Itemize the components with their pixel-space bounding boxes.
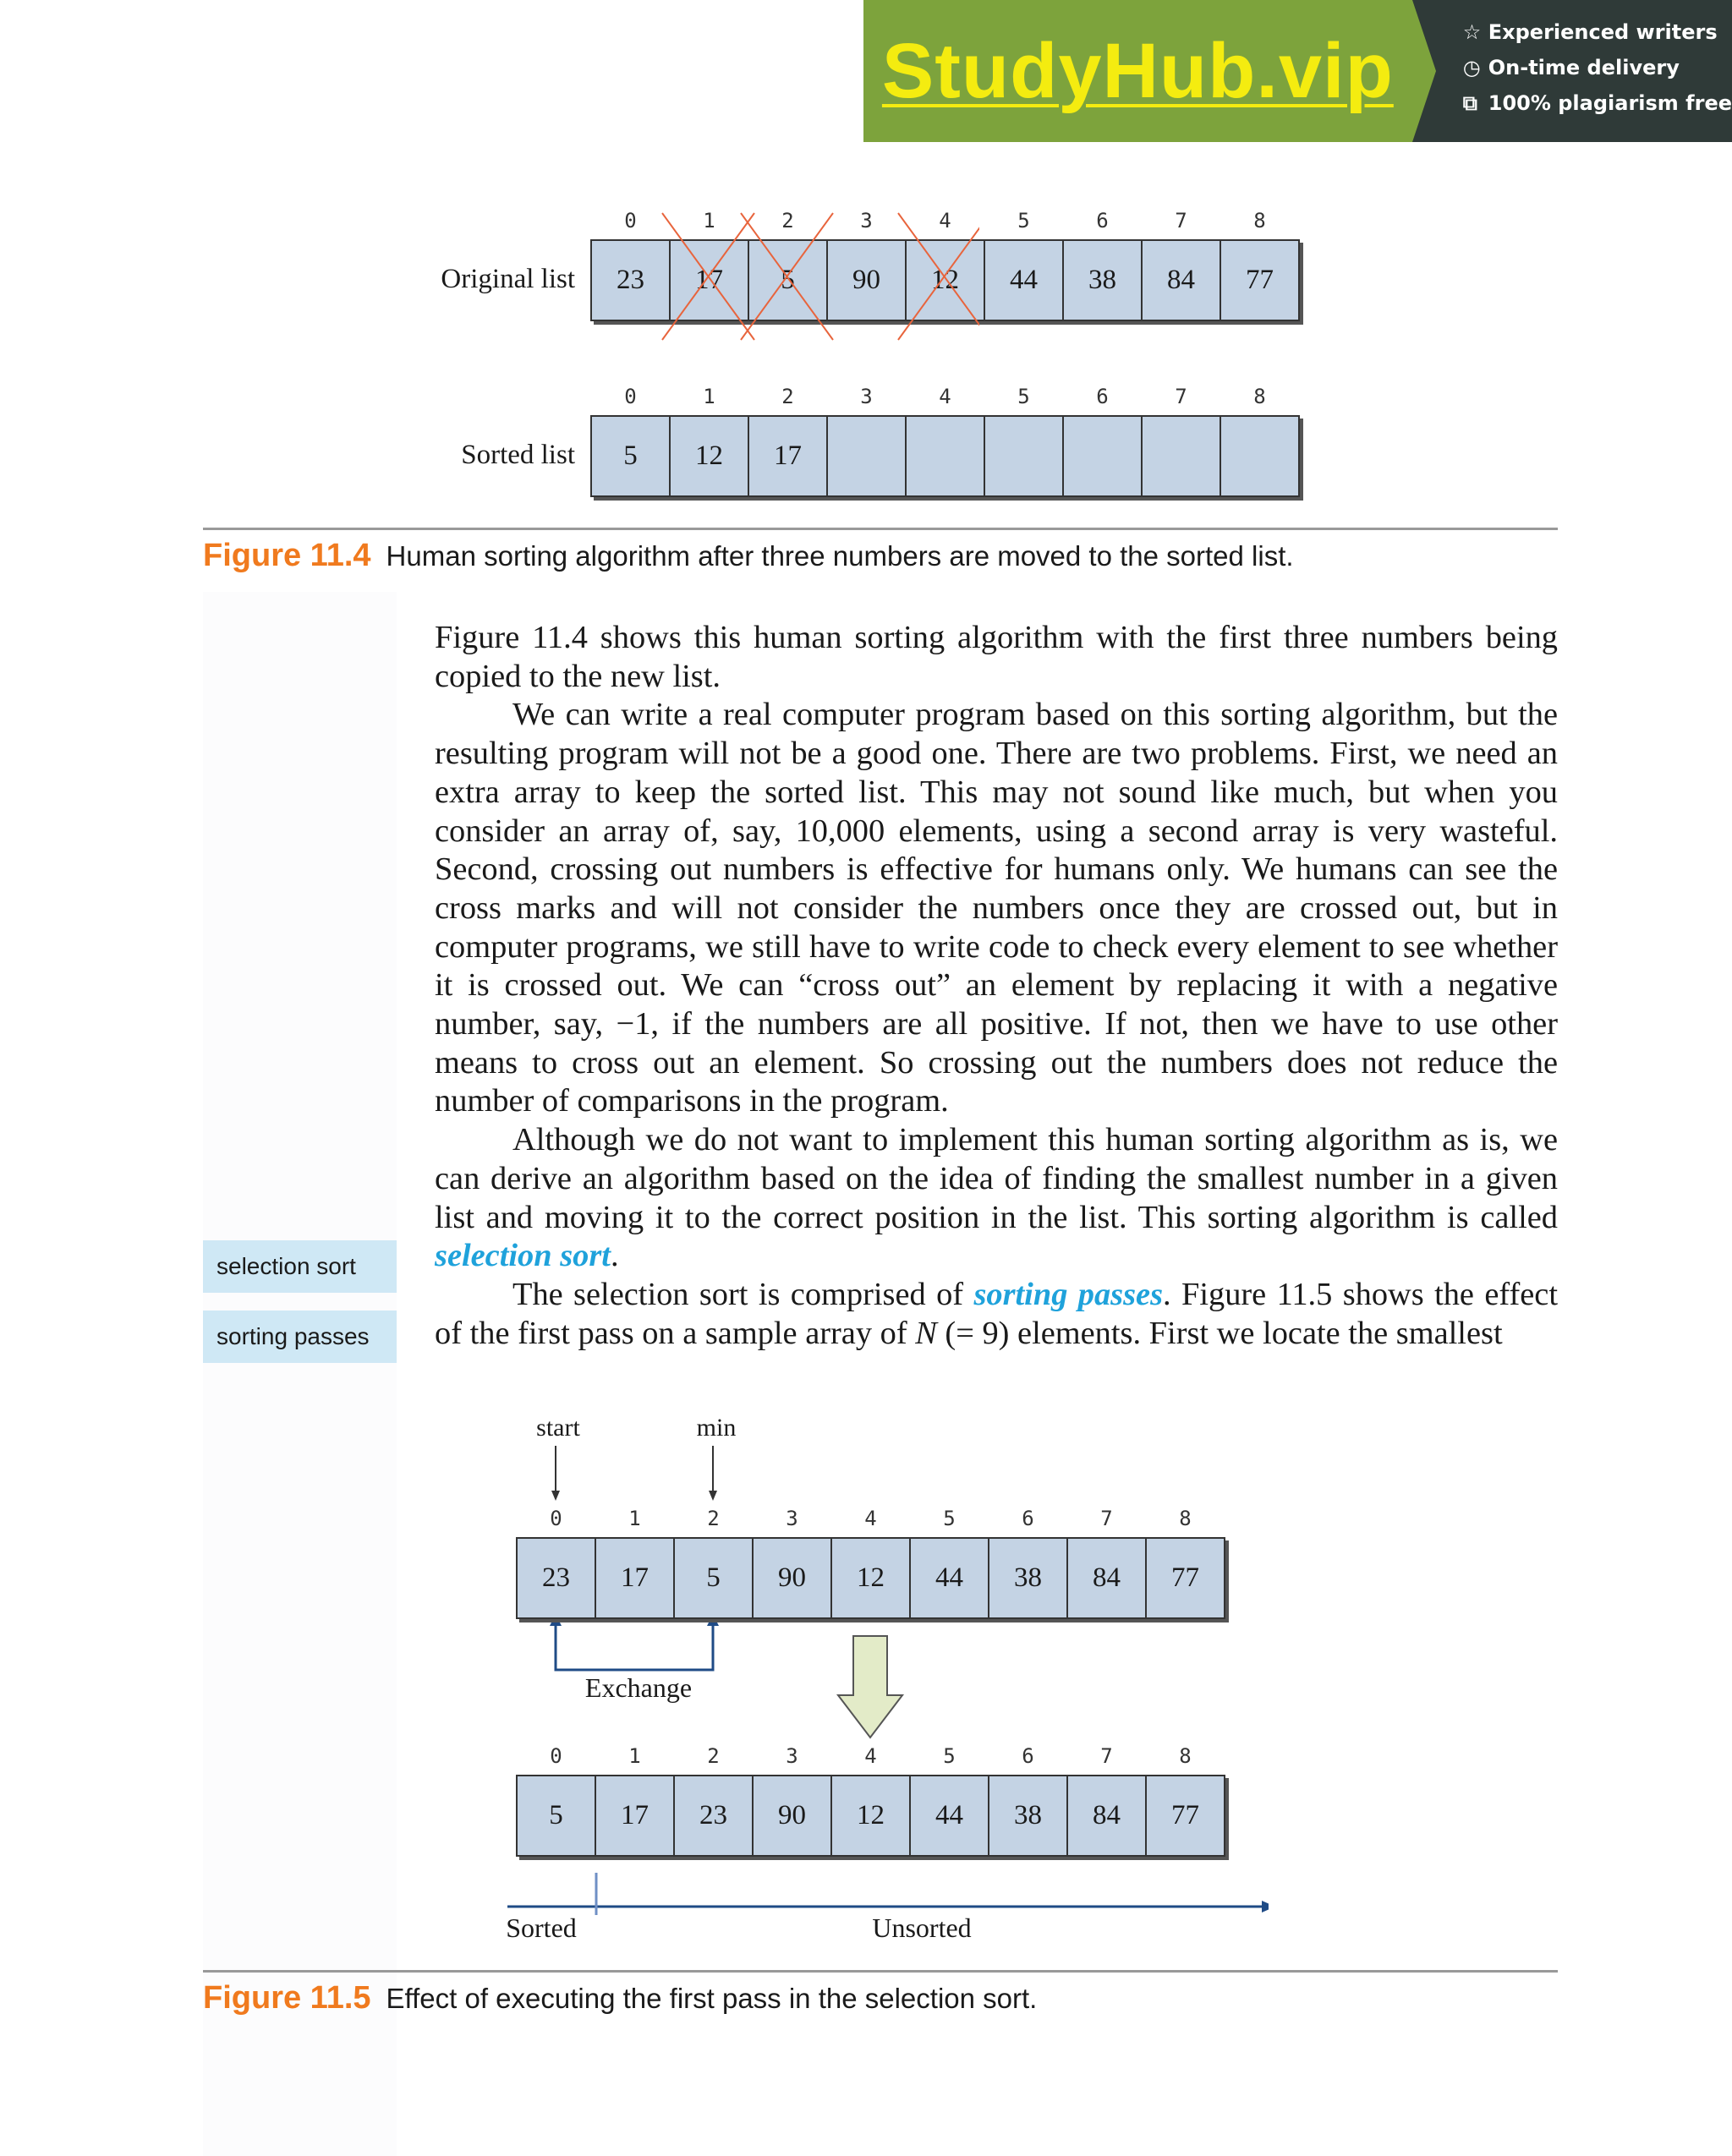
array-cell: 5 [748,239,828,321]
term-sorting-passes[interactable]: sorting passes [973,1276,1164,1312]
figure-caption [203,538,1294,574]
paragraph-text: The selection sort is comprised of [512,1276,974,1312]
term-selection-sort[interactable]: selection sort [435,1238,611,1274]
array-cell: 77 [1145,1537,1225,1619]
clock-icon: ◷ [1462,56,1481,79]
array-cell: 17 [669,239,749,321]
original-list-label: Original list [441,264,575,294]
paragraph [435,1276,1558,1353]
index-label: 5 [943,1507,956,1530]
figure-caption [203,1980,1037,2016]
array-cell: 44 [909,1775,989,1857]
feature-text: On-time delivery [1488,56,1680,79]
index-label: 7 [1175,385,1187,408]
index-label: 4 [864,1507,877,1530]
array-cell [1062,415,1143,497]
array-cell: 90 [752,1537,832,1619]
index-label: 3 [786,1507,798,1530]
paragraph: We can write a real computer program based on this sorting algorithm, but the resulting program will not be a good one. There are two problems. First, we need an extra array to keep the sorted list. This may not sound like much, but when you consider an array of, say, 10,000 elements, using a second array is very wasteful. Second, crossing out numbers is effective for humans only. We humans can see the cross marks and will not consider the numbers once they are crossed out, but in computer programs, we still have to write code to check every element to see whether it is crossed out. We can “cross out” an element by replacing it with a negative number, say, −1, if the numbers are all positive. If not, then we have to use other means to cross out an element. So crossing out the numbers does not reduce the number of comparisons in the program. [435,697,1558,1119]
arrowhead [709,1491,717,1501]
index-label: 2 [781,385,794,408]
array-cell: 77 [1220,239,1300,321]
array-cell: 84 [1066,1775,1147,1857]
caption-text: Human sorting algorithm after three numbers are moved to the sorted list. [386,540,1294,572]
array-cell: 5 [516,1775,596,1857]
array-cell: 90 [826,239,907,321]
array-cell: 23 [516,1537,596,1619]
start-label: start [536,1414,580,1442]
sorted-region-label: Sorted [506,1912,577,1943]
index-label: 0 [624,385,637,408]
feature-item [1463,20,1732,44]
paragraph-text: . [610,1238,619,1274]
index-label: 5 [943,1744,956,1768]
margin-column [203,592,397,2156]
index-label: 6 [1096,385,1109,408]
banner-divider [1412,0,1436,142]
brand-logo[interactable] [863,0,1412,142]
index-label: 4 [939,209,951,233]
array-cell: 84 [1141,239,1221,321]
index-label: 8 [1253,209,1266,233]
index-label: 2 [707,1744,720,1768]
array-cell: 23 [673,1775,754,1857]
min-label: min [696,1414,737,1442]
index-label: 8 [1179,1507,1192,1530]
index-label: 7 [1100,1744,1113,1768]
figure-number: Figure 11.5 [203,1980,371,2016]
index-label: 5 [1017,385,1030,408]
feature-item [1463,56,1732,79]
index-label: 4 [864,1744,877,1768]
array-cell: 44 [984,239,1064,321]
index-label: 3 [860,385,873,408]
exchange-label: Exchange [584,1672,693,1703]
index-label: 1 [628,1507,641,1530]
index-row [516,1507,1225,1530]
array-cell: 12 [830,1537,911,1619]
unsorted-region-label: Unsorted [872,1912,972,1943]
array-cell: 77 [1145,1775,1225,1857]
index-label: 2 [707,1507,720,1530]
index-label: 3 [860,209,873,233]
index-label: 0 [550,1507,562,1530]
array-cell: 17 [595,1537,675,1619]
paragraph-text: (= 9) elements. First we locate the smallest [936,1315,1503,1351]
array-cell: 84 [1066,1537,1147,1619]
array-cell: 44 [909,1537,989,1619]
arrowhead [551,1491,560,1501]
index-row [590,385,1300,408]
paragraph [435,1121,1558,1276]
array-cell: 17 [595,1775,675,1857]
feature-item [1463,91,1732,115]
margin-note-selection-sort: selection sort [203,1240,397,1293]
margin-note-sorting-passes: sorting passes [203,1311,397,1363]
cross-marks [590,209,979,344]
array-cell [1141,415,1221,497]
figure-number: Figure 11.4 [203,538,371,573]
index-label: 6 [1096,209,1109,233]
index-label: 5 [1017,209,1030,233]
sorted-list-label: Sorted list [461,440,575,470]
caption-rule [203,1970,1558,1973]
index-label: 0 [624,209,637,233]
array-before-pass [516,1537,1225,1619]
array-cell: 17 [748,415,828,497]
feature-text: 100% plagiarism free [1488,91,1732,115]
index-label: 7 [1175,209,1187,233]
index-label: 8 [1179,1744,1192,1768]
array-cell: 38 [1062,239,1143,321]
caption-rule [203,528,1558,530]
feature-text: Experienced writers [1488,20,1718,44]
sorted-list [590,415,1300,497]
body-text [435,619,1558,1353]
variable-n: N [915,1315,937,1351]
array-cell [905,415,985,497]
brand-name: StudyHub.vip [881,27,1394,114]
array-cell: 12 [830,1775,911,1857]
index-label: 8 [1253,385,1266,408]
paragraph-text: . Figure 11.5 shows the effect of the first pass on a sample array of [435,1276,1558,1351]
copy-icon: ⧉ [1462,91,1477,115]
array-cell: 5 [673,1537,754,1619]
cross-line [898,213,979,340]
array-cell: 5 [590,415,671,497]
array-cell: 23 [590,239,671,321]
index-label: 3 [786,1744,798,1768]
down-arrow-icon [838,1636,902,1737]
index-label: 1 [628,1744,641,1768]
cross-line [898,213,979,340]
array-cell [1220,415,1300,497]
array-cell: 38 [988,1537,1068,1619]
array-cell: 12 [905,239,985,321]
index-label: 2 [781,209,794,233]
index-label: 6 [1022,1744,1034,1768]
index-label: 7 [1100,1507,1113,1530]
banner-features [1412,0,1732,142]
array-cell: 12 [669,415,749,497]
exchange-bracket [556,1619,713,1670]
array-cell [826,415,907,497]
index-label: 6 [1022,1507,1034,1530]
caption-text: Effect of executing the first pass in the selection sort. [386,1983,1038,2014]
index-label: 1 [703,385,715,408]
studyhub-banner[interactable] [863,0,1732,142]
index-label: 1 [703,209,715,233]
index-label: 4 [939,385,951,408]
paragraph: Figure 11.4 shows this human sorting algorithm with the first three numbers being copied to the new list. [435,620,1558,694]
array-cell [984,415,1064,497]
arrowhead [1262,1901,1269,1912]
paragraph-text: Although we do not want to implement this human sorting algorithm as is, we can derive an algorithm based on the idea of finding the smallest number in a given list and moving it to the correct position in the list. This sorting algorithm is called [435,1122,1558,1235]
index-row [516,1744,1225,1768]
array-cell: 38 [988,1775,1068,1857]
array-cell: 90 [752,1775,832,1857]
star-icon: ☆ [1462,20,1482,44]
index-label: 0 [550,1744,562,1768]
array-after-pass [516,1775,1225,1857]
